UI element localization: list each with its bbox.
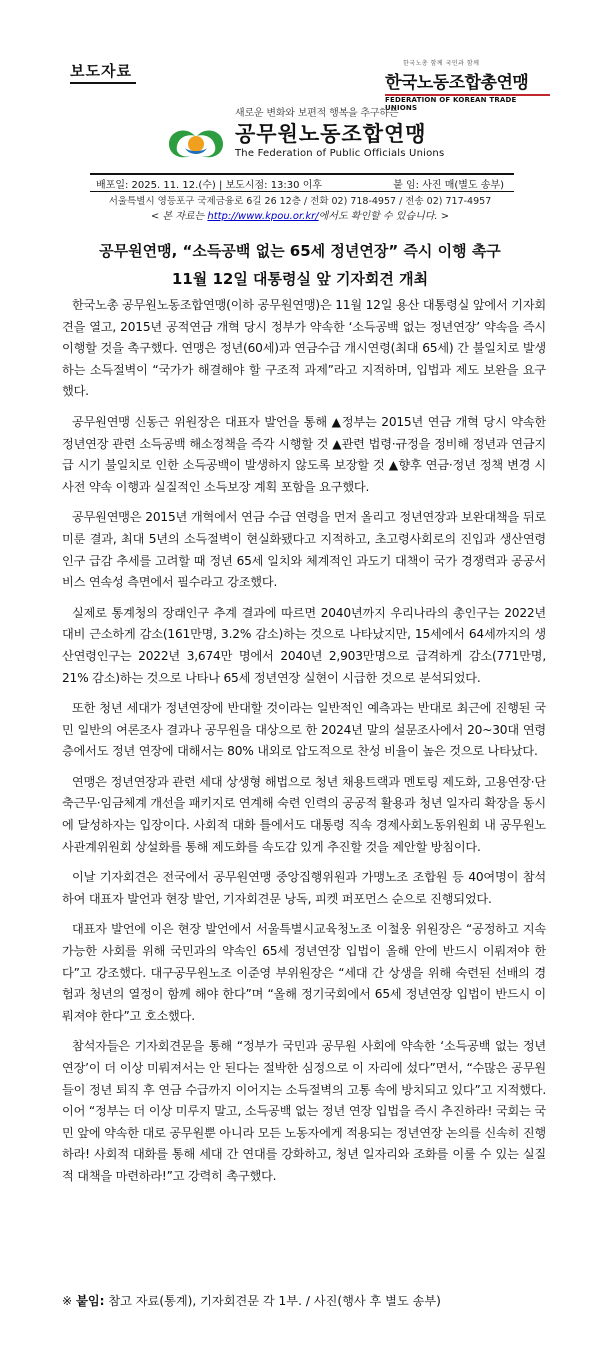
release-info-bar [90,173,514,192]
fktu-slogan: 한국노총 함께 국민과 함께 [403,60,480,67]
attachment-info: 붙 임: 사진 매(별도 송부) [393,180,504,191]
org-english-name: The Federation of Public Officials Unions [235,148,445,159]
paragraph: 한국노총 공무원노동조합연맹(이하 공무원연맹)은 11월 12일 용산 대통령실 앞에서 기자회견을 열고, 2015년 공적연금 개혁 당시 정부가 약속한 ‘소득공백 없는 정년연장’ 약속을 즉시 이행할 것을 촉구했다. 연맹은 정년(60세)과 연금수급 개시연령(최대 65세) 간 불일치로 발생하는 소득절벽이 “국가가 해결해야 할 구조적 과제”라고 지적하며, 입법과 제도 보완을 요구했다. [62,298,546,399]
paragraph: 참석자들은 기자회견문을 통해 “정부가 국민과 공무원 사회에 약속한 ‘소득공백 없는 정년 연장’이 더 이상 미뤄져서는 안 된다는 절박한 심정으로 이 자리에 섰다”면서, “수많은 공무원들이 정년 퇴직 후 연금 수급까지 이어지는 소득절벽의 고통 속에 방치되고 있다”고 지적했다. 이어 “정부는 더 이상 미루지 말고, 소득공백 없는 정년 연장 입법을 즉시 추진하라! 국회는 국민 앞에 약속한 대로 공무원뿐 아니라 모든 노동자에게 적용되는 정년연장 논의를 신속히 진행하라! 사회적 대화를 통해 세대 간 연대를 강화하고, 청년 일자리와 조화를 이룰 수 있는 실질적 대책을 마련하라!”고 강력히 촉구했다. [62,1039,546,1183]
paragraph: 실제로 통계청의 장래인구 추계 결과에 따르면 2040년까지 우리나라의 총인구는 2022년 대비 근소하게 감소(161만명, 3.2% 감소)하는 것으로 나타났지만, 15세에서 64세까지의 생산연령인구는 2022년 3,674만 명에서 2040년 2,903만명으로 급격하게 감소(771만명, 21% 감소)하는 것으로 나타나 65세 정년연장 실현이 시급한 것으로 분석되었다. [62,605,546,685]
press-label-underline [70,82,136,84]
release-date: 배포일: 2025. 11. 12.(수) | 보도시점: 13:30 이후 [96,180,323,191]
org-slogan: 새로운 변화와 보편적 행복을 추구하는 [235,108,399,119]
contact-address: 서울특별시 영등포구 국제금융로 6길 26 12층 / 전화 02) 718-4957 / 전송 02) 717-4957 [108,196,492,207]
note-label: 붙임: [76,1294,105,1308]
headline-line-1: 공무원연맹, “소득공백 없는 65세 정년연장” 즉시 이행 촉구 [99,242,501,260]
note-text: 참고 자료(통계), 기자회견문 각 1부. / 사진(행사 후 별도 송부) [104,1294,441,1308]
website-link[interactable]: http://www.kpou.or.kr/ [207,211,319,222]
note-mark: ※ [62,1294,73,1308]
org-name: 공무원노동조합연맹 [235,122,427,146]
press-release-label: 보도자료 [70,62,132,80]
organization-logo [165,104,485,168]
paragraph: 연맹은 정년연장과 관련 세대 상생형 해법으로 청년 채용트랙과 멘토링 제도화, 고용연장·단축근무·임금체계 개선을 패키지로 연계해 숙련 인력의 공공적 활용과 청년 일자리 확장을 동시에 달성하자는 입장이다. 사회적 대화 틀에서도 대통령 직속 경제사회노동위원회 내 공무원노사관계위원회 상설화를 통해 제도화를 속도감 있게 추진할 것을 제안할 방침이다. [62,774,546,854]
website-prefix: < 본 자료는 [150,211,208,222]
fktu-name: 한국노동조합총연맹 [385,73,529,93]
fktu-english: FEDERATION OF KOREAN TRADE UNIONS [385,96,517,112]
paragraph: 또한 청년 세대가 정년연장에 반대할 것이라는 일반적인 예측과는 반대로 최근에 진행된 국민 일반의 여론조사 결과나 공무원을 대상으로 한 2024년 말의 설문조사에서 20~30대 연령층에서도 정년 연장에 대해서는 80% 내외로 압도적으로 찬성 비율이 높은 것으로 나타났다. [62,701,546,759]
headline-line-2: 11월 12일 대통령실 앞 기자회견 개최 [171,270,429,288]
paragraph: 이날 기자회견은 전국에서 공무원연맹 중앙집행위원과 가맹노조 조합원 등 40여명이 참석하여 대표자 발언과 현장 발언, 기자회견문 낭독, 피켓 퍼포먼스 순으로 진행되었다. [62,870,546,906]
article-body [62,295,546,1197]
emblem-icon [165,120,227,162]
paragraph: 공무원연맹은 2015년 개혁에서 연금 수급 연령을 먼저 올리고 정년연장과 보완대책을 뒤로 미룬 결과, 최대 5년의 소득절벽이 현실화됐다고 지적하고, 초고령사회로의 진입과 생산연령인구 급감 추세를 고려할 때 정년 65세 일치와 체계적인 과도기 대책이 국가 경쟁력과 공공서비스 연속성 측면에서 필수라고 강조했다. [62,510,546,590]
paragraph: 공무원연맹 신동근 위원장은 대표자 발언을 통해 ▲정부는 2015년 연금 개혁 당시 약속한 정년연장 관련 소득공백 해소정책을 즉각 시행할 것 ▲관련 법령·규정을 정비해 정년과 연금지급 시기 불일치로 인한 소득공백이 발생하지 않도록 보장할 것 ▲향후 연금·정년 정책 변경 시 사전 약속 이행과 실질적인 소득보장 계획 포함을 요구했다. [62,414,546,494]
website-notice [0,207,600,222]
website-suffix: 에서도 확인할 수 있습니다. > [318,211,450,222]
attachment-note [62,1292,441,1309]
paragraph: 대표자 발언에 이은 현장 발언에서 서울특별시교육청노조 이철웅 위원장은 “공정하고 지속가능한 사회를 위해 국민과의 약속인 65세 정년연장 입법이 올해 안에 반드시 이뤄져야 한다”고 강조했다. 대구공무원노조 이준영 부위원장은 “세대 간 상생을 위해 숙련된 선배의 경험과 청년의 열정이 함께 해야 한다”며 “올해 정기국회에서 65세 정년연장 입법이 반드시 이뤄져야 한다”고 호소했다. [62,922,546,1023]
